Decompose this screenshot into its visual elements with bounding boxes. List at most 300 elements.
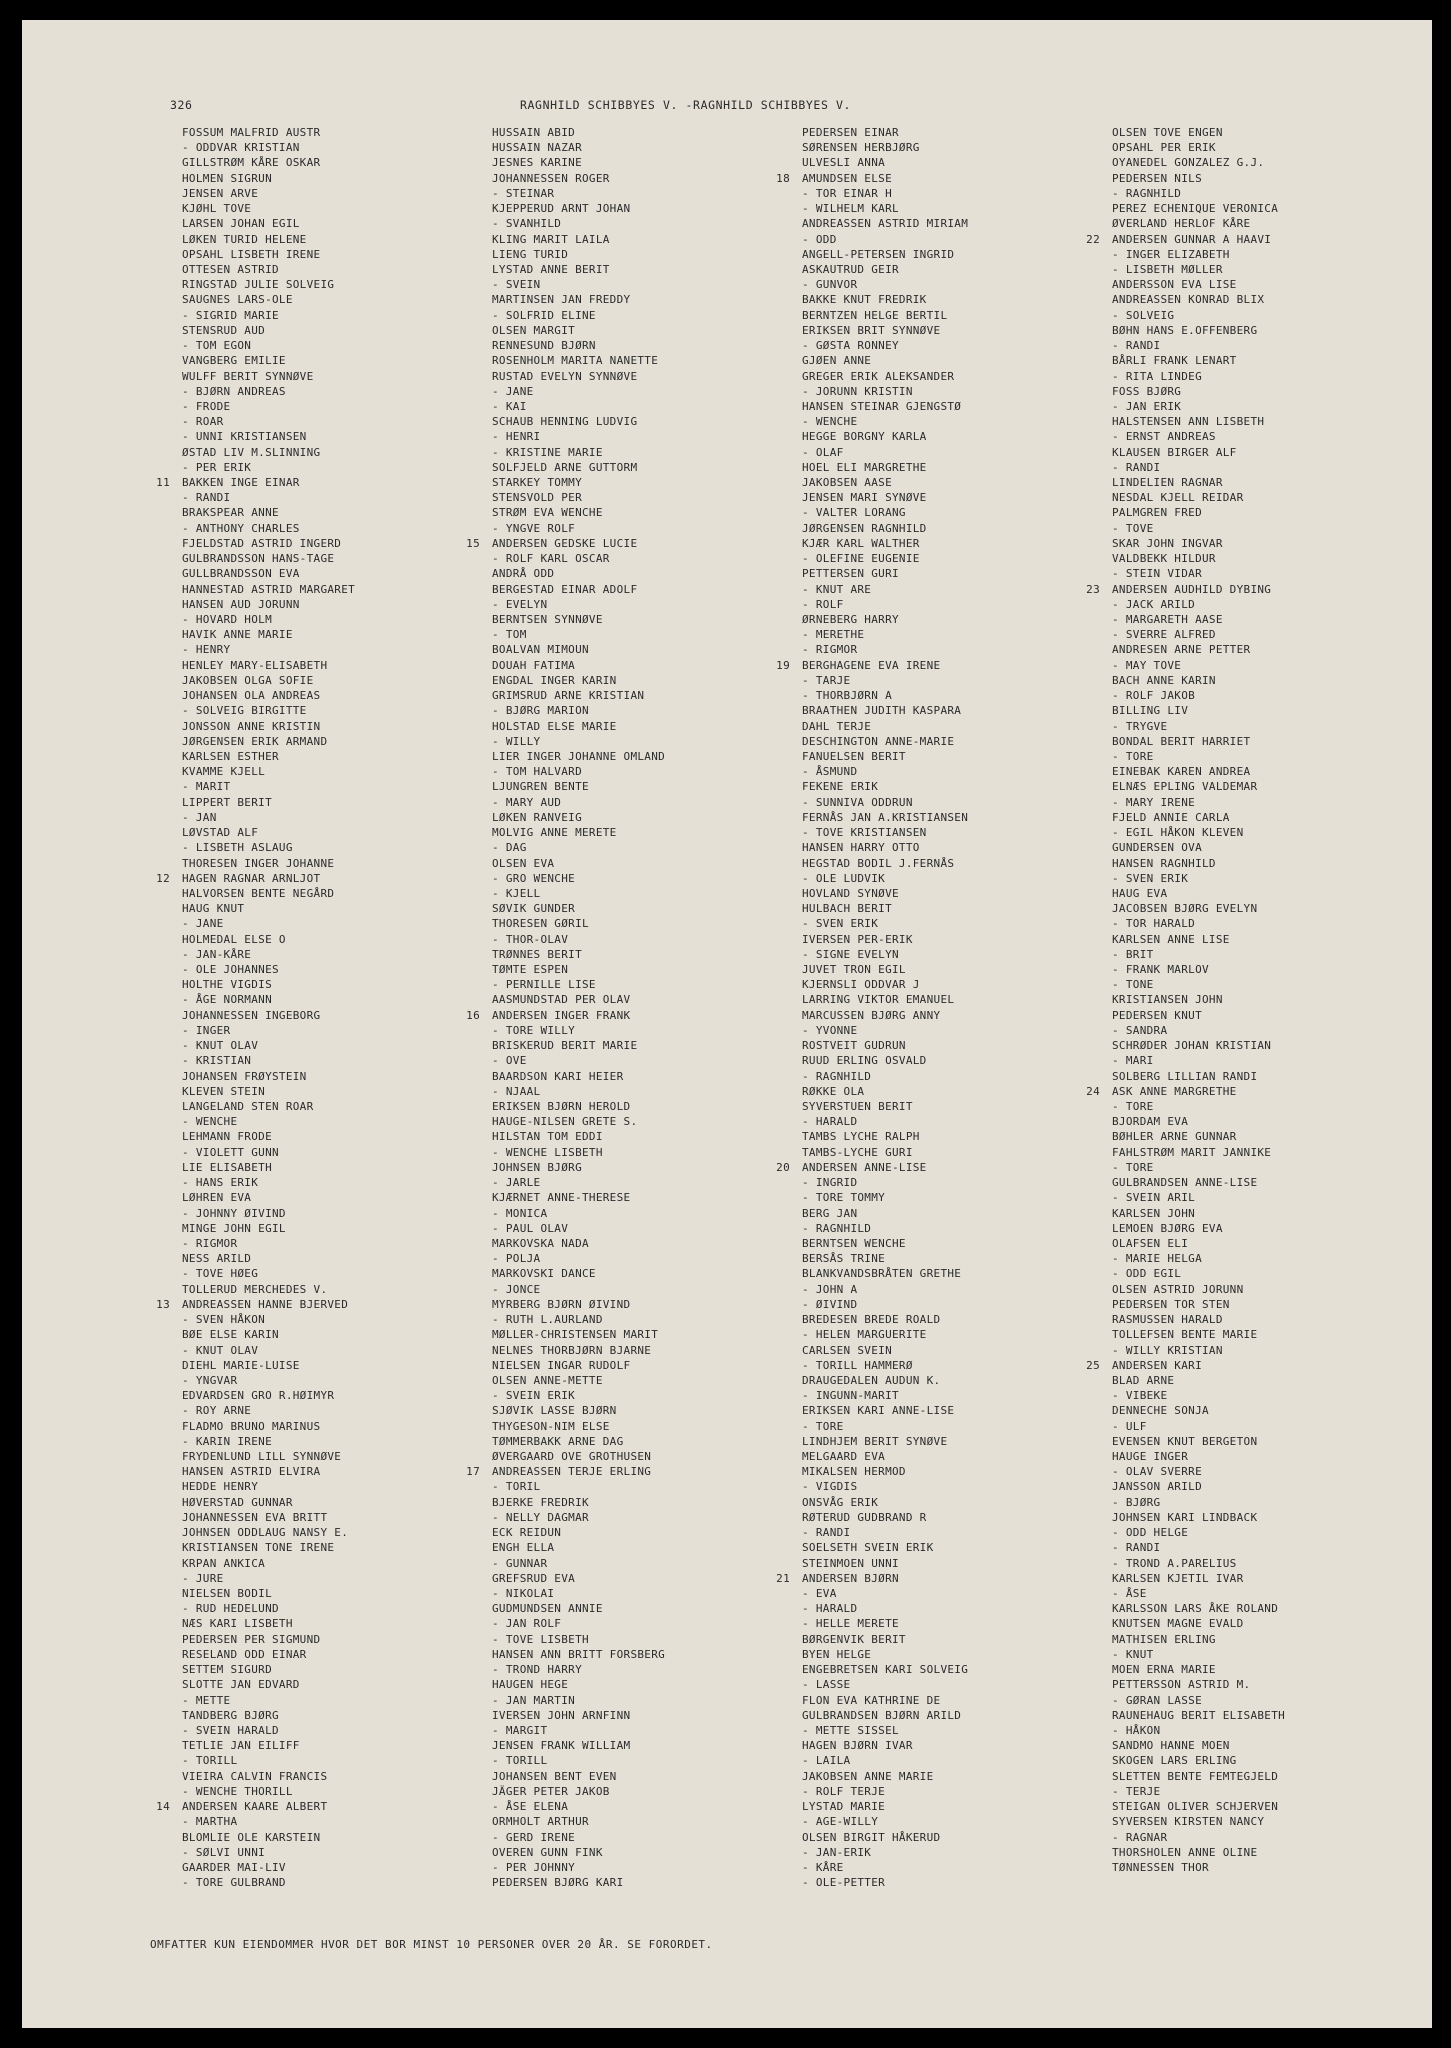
resident-name: RØKKE OLA [802,1084,865,1098]
resident-name: - YNGVE ROLF [492,521,576,535]
resident-entry [182,1114,502,1129]
resident-name: LJUNGREN BENTE [492,780,589,794]
house-number: 23 [1086,582,1100,596]
resident-name: JOHANNESSEN ROGER [492,171,610,185]
house-number: 19 [776,658,790,672]
resident-name: - EVELYN [492,597,548,611]
resident-entry [492,932,812,947]
resident-entry [1112,1586,1432,1601]
resident-entry [182,810,502,825]
resident-entry [492,490,812,505]
resident-name: KARLSSON LARS ÅKE ROLAND [1112,1602,1279,1616]
resident-entry [1112,1647,1432,1662]
resident-name: - MERETHE [802,628,865,642]
resident-name: OLAFSEN ELI [1112,1236,1189,1250]
resident-name: BERG JAN [802,1206,858,1220]
resident-name: - BRIT [1112,947,1154,961]
resident-name: - RAGNHILD [802,1069,872,1083]
resident-entry [182,1738,502,1753]
resident-entry [182,947,502,962]
resident-name: GAARDER MAI-LIV [182,1860,286,1874]
resident-entry [182,1008,502,1023]
resident-name: LIPPERT BERIT [182,795,272,809]
resident-entry [1112,384,1432,399]
resident-entry [182,688,502,703]
resident-entry [492,1251,812,1266]
resident-entry [182,886,502,901]
resident-entry [492,1038,812,1053]
resident-entry [182,1662,502,1677]
column-4 [1086,125,1432,1875]
resident-name: - FRANK MARLOV [1112,963,1209,977]
resident-name: HUSSAIN NAZAR [492,141,582,155]
resident-entry [182,1221,502,1236]
resident-name: ULVESLI ANNA [802,156,886,170]
resident-name: - TOVE KRISTIANSEN [802,826,927,840]
resident-entry [492,1738,812,1753]
resident-entry [492,155,812,170]
resident-name: - EGIL HÅKON KLEVEN [1112,826,1244,840]
resident-name: JØRGENSEN ERIK ARMAND [182,734,328,748]
resident-name: MARKOVSKA NADA [492,1236,589,1250]
resident-name: HEDDE HENRY [182,1480,259,1494]
resident-entry [1112,1388,1432,1403]
resident-entry [1112,1495,1432,1510]
resident-name: - SIGNE EVELYN [802,947,899,961]
resident-entry [182,1586,502,1601]
resident-entry [492,505,812,520]
resident-entry [1112,1738,1432,1753]
resident-entry [1112,1282,1432,1297]
resident-name: - MARIT [182,780,231,794]
resident-name: DRAUGEDALEN AUDUN K. [802,1373,941,1387]
resident-entry [182,1358,502,1373]
resident-name: - ANTHONY CHARLES [182,521,300,535]
resident-name: HANSEN STEINAR GJENGSTØ [802,399,962,413]
resident-entry [492,1327,812,1342]
resident-entry [182,856,502,871]
resident-name: - INGRID [802,1176,858,1190]
column-2 [466,125,812,1890]
resident-entry [182,749,502,764]
resident-entry [1112,277,1432,292]
resident-name: - WILHELM KARL [802,202,899,216]
resident-entry [1112,719,1432,734]
resident-name: PEREZ ECHENIQUE VERONICA [1112,202,1279,216]
resident-name: BØRGENVIK BERIT [802,1632,906,1646]
resident-name: RAUNEHAUG BERIT ELISABETH [1112,1708,1286,1722]
resident-entry [1112,947,1432,962]
resident-entry [492,1708,812,1723]
resident-entry [492,308,812,323]
resident-name: - VIOLETT GUNN [182,1145,279,1159]
resident-entry [802,1556,1122,1571]
resident-name: JOHANNESSEN EVA BRITT [182,1510,328,1524]
resident-name: - TOM [492,628,527,642]
resident-entry [802,1403,1122,1418]
resident-name: JENSEN ARVE [182,186,259,200]
resident-entry [466,536,812,551]
resident-name: - ROLF JAKOB [1112,689,1196,703]
resident-name: FJELDSTAD ASTRID INGERD [182,536,342,550]
resident-entry [802,1632,1122,1647]
resident-name: - RAGNAR [1112,1830,1168,1844]
resident-entry [1112,262,1432,277]
footer-note: OMFATTER KUN EIENDOMMER HVOR DET BOR MINST 10 PERSONER OVER 20 ÅR. SE FORORDET. [150,1938,713,1951]
resident-name: - SIGRID MARIE [182,308,279,322]
resident-name: ASK ANNE MARGRETHE [1112,1084,1237,1098]
resident-name: - JOHN A [802,1282,858,1296]
resident-entry [492,795,812,810]
resident-entry [492,232,812,247]
resident-entry [802,779,1122,794]
resident-name: - LASSE [802,1678,851,1692]
resident-entry [1086,1084,1432,1099]
resident-name: TAMBS-LYCHE GURI [802,1145,913,1159]
resident-name: ANGELL-PETERSEN INGRID [802,247,955,261]
resident-entry [802,399,1122,414]
resident-name: HOVLAND SYNØVE [802,886,899,900]
resident-name: - NIKOLAI [492,1587,555,1600]
resident-name: LØVSTAD ALF [182,826,259,840]
resident-entry [802,1053,1122,1068]
resident-entry [802,1464,1122,1479]
resident-name: GULBRANDSEN ANNE-LISE [1112,1176,1258,1190]
resident-entry [182,460,502,475]
resident-name: - SØLVI UNNI [182,1845,266,1859]
resident-entry [1112,688,1432,703]
resident-name: - TRYGVE [1112,719,1168,733]
resident-name: HANSEN HARRY OTTO [802,841,920,855]
resident-entry [182,1038,502,1053]
resident-name: - TORE [1112,1160,1154,1174]
resident-entry [182,612,502,627]
resident-name: - RAGNHILD [1112,186,1182,200]
resident-name: TETLIE JAN EILIFF [182,1739,300,1753]
resident-entry [1112,612,1432,627]
resident-entry [802,1738,1122,1753]
resident-entry [802,1008,1122,1023]
resident-entry [776,171,1122,186]
resident-name: - MARI [1112,1054,1154,1068]
resident-entry [802,642,1122,657]
resident-name: BØHN HANS E.OFFENBERG [1112,323,1258,337]
resident-entry [802,125,1122,140]
resident-name: HULBACH BERIT [802,902,892,916]
resident-entry [492,1479,812,1494]
resident-name: BREDESEN BREDE ROALD [802,1313,941,1327]
resident-entry [1112,1449,1432,1464]
resident-entry [492,1419,812,1434]
resident-entry [182,521,502,536]
resident-entry [492,947,812,962]
resident-entry [182,1373,502,1388]
resident-entry [492,1236,812,1251]
resident-entry [182,1495,502,1510]
resident-entry [1112,658,1432,673]
resident-entry [1112,414,1432,429]
resident-entry [492,1373,812,1388]
resident-name: OLSEN EVA [492,856,555,870]
resident-name: VANGBERG EMILIE [182,354,286,368]
resident-name: THYGESON-NIM ELSE [492,1419,610,1433]
resident-entry [156,871,502,886]
resident-entry [492,779,812,794]
resident-name: HILSTAN TOM EDDI [492,1130,603,1144]
house-number: 13 [156,1297,170,1311]
resident-entry [182,1753,502,1768]
resident-entry [492,247,812,262]
resident-name: OLSEN MARGIT [492,323,576,337]
resident-entry [802,338,1122,353]
resident-name: HAGEN RAGNAR ARNLJOT [182,871,321,885]
resident-entry [182,247,502,262]
resident-name: - TOVE LISBETH [492,1632,589,1646]
resident-entry [492,886,812,901]
resident-entry [1112,962,1432,977]
resident-name: SLETTEN BENTE FEMTEGJELD [1112,1769,1279,1783]
resident-entry [802,1221,1122,1236]
resident-name: OPSAHL PER ERIK [1112,141,1216,155]
resident-entry [802,719,1122,734]
resident-name: LEMOEN BJØRG EVA [1112,1221,1223,1235]
resident-name: KRISTIANSEN JOHN [1112,993,1223,1007]
resident-name: - OLAF [802,445,844,459]
resident-name: RESELAND ODD EINAR [182,1647,307,1661]
resident-name: MARCUSSEN BJØRG ANNY [802,1008,941,1022]
resident-entry [182,1601,502,1616]
resident-entry [1112,1221,1432,1236]
resident-name: - KÅRE [802,1860,844,1874]
resident-name: GULLBRANDSSON EVA [182,567,300,581]
resident-entry [492,1571,812,1586]
resident-entry [492,1160,812,1175]
resident-entry [182,1069,502,1084]
resident-name: - JAN-ERIK [802,1845,872,1859]
resident-name: BERGESTAD EINAR ADOLF [492,582,638,596]
resident-name: KLEVEN STEIN [182,1084,266,1098]
resident-name: ANDERSEN GUNNAR A HAAVI [1112,232,1272,246]
resident-entry [182,1464,502,1479]
resident-name: STENSVOLD PER [492,491,582,505]
resident-entry [1112,1525,1432,1540]
resident-name: - ROLF KARL OSCAR [492,552,610,566]
resident-entry [802,551,1122,566]
resident-name: DOUAH FATIMA [492,658,576,672]
resident-name: ANDREASSEN ASTRID MIRIAM [802,217,969,231]
resident-entry [182,703,502,718]
resident-entry [802,916,1122,931]
resident-name: STARKEY TOMMY [492,476,582,490]
resident-name: BRAKSPEAR ANNE [182,506,279,520]
resident-entry [802,1708,1122,1723]
resident-name: KARLSEN ESTHER [182,749,279,763]
resident-entry [1112,155,1432,170]
resident-entry [492,1175,812,1190]
resident-entry [182,262,502,277]
resident-entry [802,308,1122,323]
resident-name: - ULF [1112,1419,1147,1433]
resident-entry [802,445,1122,460]
resident-name: - RANDI [802,1526,851,1540]
resident-entry [182,779,502,794]
resident-name: - VIBEKE [1112,1389,1168,1403]
resident-name: - ÅSE [1112,1587,1147,1600]
house-number: 11 [156,476,170,490]
resident-entry [492,1510,812,1525]
resident-entry [802,1145,1122,1160]
resident-entry [492,1769,812,1784]
resident-name: STRØM EVA WENCHE [492,506,603,520]
resident-name: - HENRY [182,643,231,657]
resident-name: HENLEY MARY-ELISABETH [182,658,328,672]
resident-name: - BJØRG MARION [492,704,589,718]
resident-name: JOHANNESSEN INGEBORG [182,1008,321,1022]
resident-entry [182,582,502,597]
resident-name: - HENRI [492,430,541,444]
resident-name: - TOR HARALD [1112,917,1196,931]
resident-name: HAVIK ANNE MARIE [182,628,293,642]
resident-name: ØRNEBERG HARRY [802,613,899,626]
resident-entry [182,445,502,460]
resident-name: - JOHNNY ØIVIND [182,1206,286,1220]
resident-entry [1112,703,1432,718]
resident-name: SØVIK GUNDER [492,902,576,916]
resident-entry [802,825,1122,840]
resident-entry [182,1556,502,1571]
resident-entry [1112,551,1432,566]
resident-entry [1112,810,1432,825]
resident-entry [802,1525,1122,1540]
resident-entry [492,1677,812,1692]
resident-entry [802,353,1122,368]
resident-entry [182,1784,502,1799]
resident-entry [182,536,502,551]
house-number: 16 [466,1008,480,1022]
resident-entry [492,1084,812,1099]
resident-name: HANSEN AUD JORUNN [182,597,300,611]
resident-entry [1086,1358,1432,1373]
resident-entry [182,1190,502,1205]
resident-entry [1112,1190,1432,1205]
resident-name: JUVET TRON EGIL [802,963,906,977]
resident-name: GREGER ERIK ALEKSANDER [802,369,955,383]
resident-name: ANDREASSEN TERJE ERLING [492,1465,652,1479]
resident-entry [802,1814,1122,1829]
resident-entry [182,1343,502,1358]
resident-name: PEDERSEN EINAR [802,126,899,139]
resident-entry [802,155,1122,170]
resident-entry [1112,1327,1432,1342]
resident-name: SOLFJELD ARNE GUTTORM [492,460,638,474]
resident-name: ERIKSEN BRIT SYNNØVE [802,323,941,337]
resident-entry [492,1753,812,1768]
resident-name: - TERJE [1112,1784,1161,1798]
resident-name: - DAG [492,841,527,855]
resident-entry [802,1114,1122,1129]
resident-entry [1112,764,1432,779]
resident-entry [1112,1616,1432,1631]
resident-name: KARLSEN JOHN [1112,1206,1196,1220]
resident-name: JONSSON ANNE KRISTIN [182,719,321,733]
resident-entry [182,1084,502,1099]
resident-name: - JAN ERIK [1112,399,1182,413]
resident-name: - ODD HELGE [1112,1526,1189,1540]
resident-name: - KNUT ARE [802,582,872,596]
resident-name: JESNES KARINE [492,156,582,170]
resident-entry [1112,1814,1432,1829]
resident-name: IVERSEN PER-ERIK [802,932,913,946]
resident-name: SØRENSEN HERBJØRG [802,141,920,155]
resident-entry [156,1799,502,1814]
resident-name: HOLMEDAL ELSE O [182,932,286,946]
resident-name: BLANKVANDSBRÅTEN GRETHE [802,1267,962,1281]
resident-entry [492,1221,812,1236]
resident-entry [802,1753,1122,1768]
resident-name: - FRODE [182,399,231,413]
resident-name: AASMUNDSTAD PER OLAV [492,993,631,1007]
resident-entry [1112,856,1432,871]
resident-name: MINGE JOHN EGIL [182,1221,286,1235]
resident-entry [1112,1434,1432,1449]
resident-name: BYEN HELGE [802,1647,872,1661]
resident-name: - JARLE [492,1176,541,1190]
resident-entry [802,1023,1122,1038]
resident-name: - HOVARD HOLM [182,613,272,626]
resident-name: PEDERSEN BJØRG KARI [492,1876,624,1890]
resident-entry [1112,308,1432,323]
resident-entry [1112,916,1432,931]
house-number: 22 [1086,232,1100,246]
resident-name: BÅRLI FRANK LENART [1112,354,1237,368]
resident-name: - SUNNIVA ODDRUN [802,795,913,809]
resident-name: SCHRØDER JOHAN KRISTIAN [1112,1039,1272,1053]
resident-entry [182,1327,502,1342]
resident-entry [802,962,1122,977]
resident-name: BØHLER ARNE GUNNAR [1112,1130,1237,1144]
resident-entry [492,1632,812,1647]
resident-name: OLSEN ANNE-METTE [492,1373,603,1387]
resident-name: - GUNNAR [492,1556,548,1570]
resident-name: NESDAL KJELL REIDAR [1112,491,1244,505]
resident-entry [492,1845,812,1860]
resident-entry [1112,901,1432,916]
resident-name: ROSENHOLM MARITA NANETTE [492,354,659,368]
resident-entry [1112,1464,1432,1479]
resident-entry [182,429,502,444]
resident-entry [1086,232,1432,247]
resident-name: KJERNSLI ODDVAR J [802,978,920,992]
resident-entry [802,262,1122,277]
resident-entry [182,642,502,657]
resident-entry [802,886,1122,901]
resident-entry [1112,1145,1432,1160]
resident-entry [802,475,1122,490]
resident-entry [492,1023,812,1038]
resident-entry [492,1403,812,1418]
resident-entry [1112,627,1432,642]
resident-name: - PAUL OLAV [492,1221,569,1235]
resident-name: NÆS KARI LISBETH [182,1617,293,1631]
resident-name: - GØRAN LASSE [1112,1693,1202,1707]
resident-name: - JAN ROLF [492,1617,562,1631]
resident-name: JAKOBSEN AASE [802,476,892,490]
resident-name: BERSÅS TRINE [802,1252,886,1266]
resident-name: - KARIN IRENE [182,1434,272,1448]
resident-name: JOHANSEN BENT EVEN [492,1769,617,1783]
resident-name: ØVERLAND HERLOF KÅRE [1112,217,1251,231]
resident-entry [492,338,812,353]
